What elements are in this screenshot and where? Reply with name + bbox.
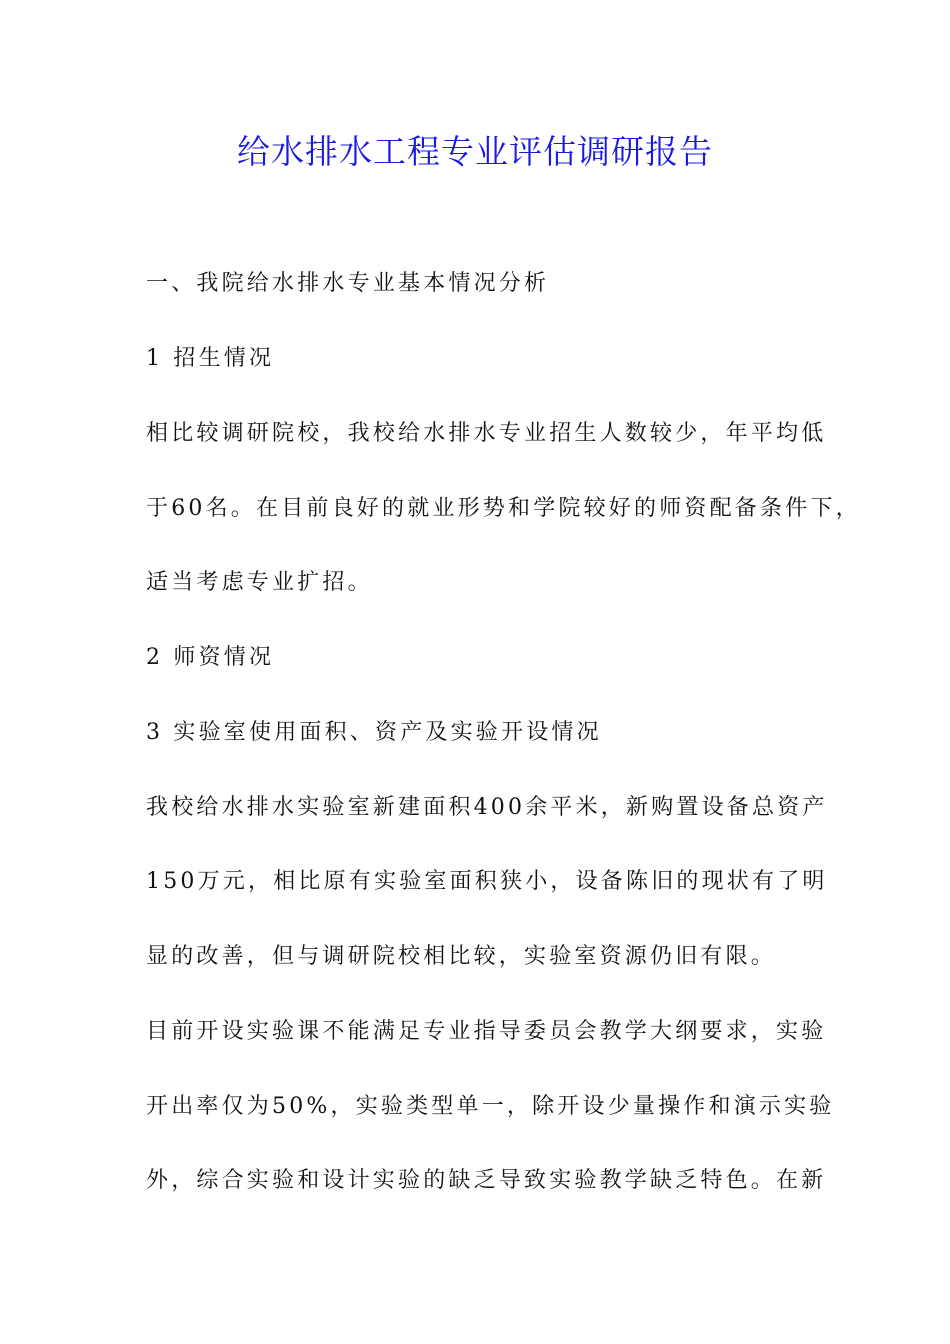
- paragraph-line: 150万元，相比原有实验室面积狭小，设备陈旧的现状有了明: [146, 869, 828, 894]
- subsection-heading: 2 师资情况: [146, 645, 275, 670]
- paragraph-line: 外，综合实验和设计实验的缺乏导致实验教学缺乏特色。在新: [146, 1168, 827, 1193]
- paragraph-line: 开出率仅为50%，实验类型单一，除开设少量操作和演示实验: [146, 1094, 835, 1119]
- paragraph-line: 于60名。在目前良好的就业形势和学院较好的师资配备条件下，: [146, 496, 861, 521]
- paragraph-line: 我校给水排水实验室新建面积400余平米，新购置设备总资产: [146, 795, 828, 820]
- paragraph-line: 显的改善，但与调研院校相比较，实验室资源仍旧有限。: [146, 944, 777, 969]
- paragraph-line: 目前开设实验课不能满足专业指导委员会教学大纲要求，实验: [146, 1019, 827, 1044]
- subsection-heading: 1 招生情况: [146, 346, 275, 371]
- paragraph-line: 相比较调研院校，我校给水排水专业招生人数较少，年平均低: [146, 421, 827, 446]
- paragraph-line: 适当考虑专业扩招。: [146, 570, 373, 595]
- document-title: 给水排水工程专业评估调研报告: [237, 132, 713, 171]
- subsection-heading: 3 实验室使用面积、资产及实验开设情况: [146, 720, 602, 745]
- section-heading: 一、我院给水排水专业基本情况分析: [146, 271, 550, 296]
